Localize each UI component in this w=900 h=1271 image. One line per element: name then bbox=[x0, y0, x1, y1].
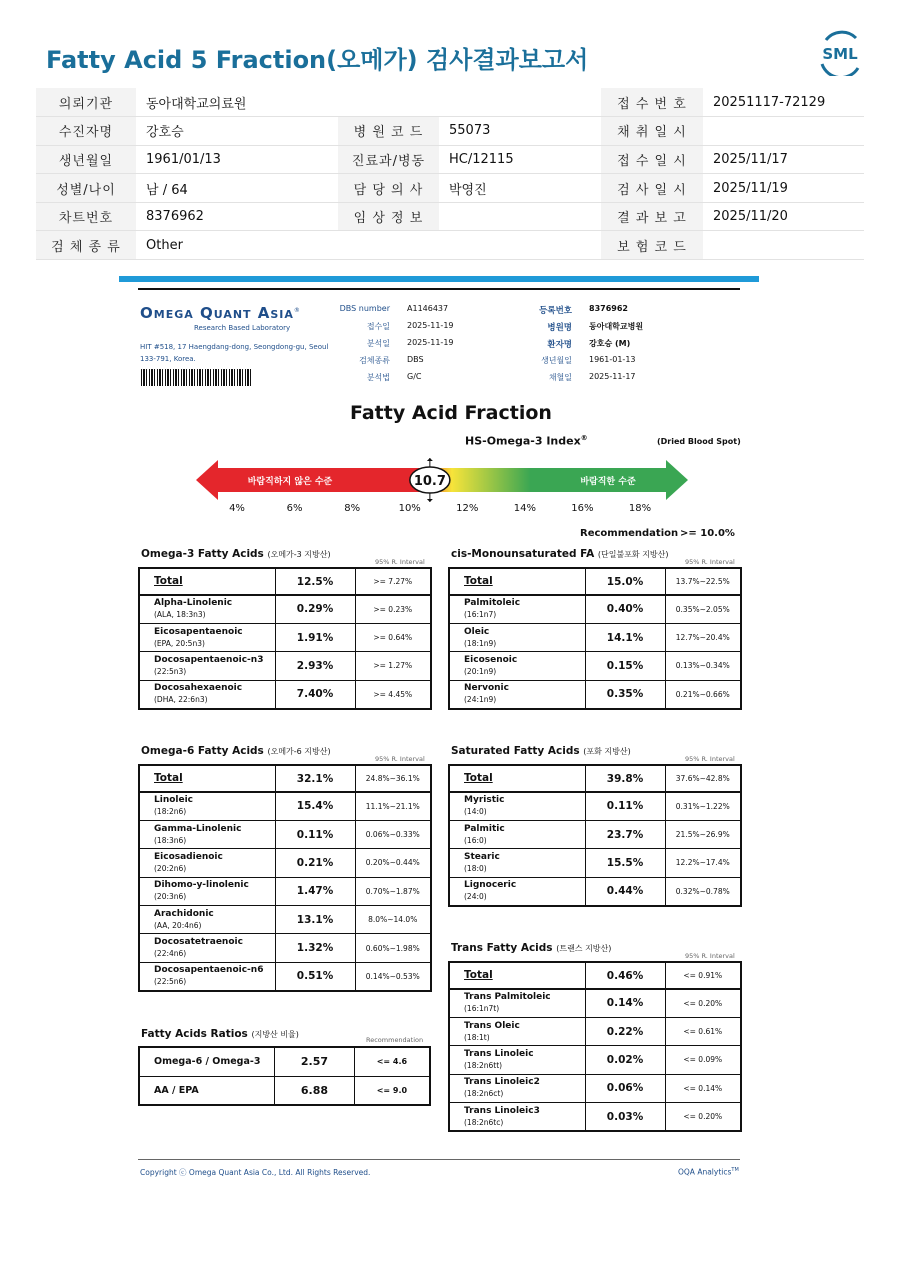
info-value bbox=[439, 88, 601, 117]
fatty-acid-row bbox=[449, 680, 741, 708]
fatty-acid-notation: (18:2n6ct) bbox=[464, 1089, 504, 1099]
fatty-acid-reference: 12.7%~20.4% bbox=[665, 623, 741, 651]
fatty-acid-percent: 15.5% bbox=[585, 849, 665, 877]
info-value: 강호승 bbox=[136, 117, 338, 146]
fatty-acid-percent: 0.35% bbox=[585, 680, 665, 708]
info-value: Other bbox=[136, 231, 338, 260]
omega3-title: Omega-3 Fatty Acids (오메가-3 지방산) bbox=[141, 548, 331, 560]
ratios-title: Fatty Acids Ratios (지방산 비율) bbox=[141, 1028, 299, 1040]
total-percent: 12.5% bbox=[275, 568, 355, 595]
meta-value: DBS bbox=[407, 355, 424, 364]
info-label: 수진자명 bbox=[36, 117, 136, 146]
fatty-acid-row bbox=[449, 652, 741, 680]
info-value: 8376962 bbox=[136, 202, 338, 231]
fatty-acid-name bbox=[139, 820, 275, 848]
total-row bbox=[139, 765, 431, 792]
omega3-index-gauge bbox=[196, 458, 690, 502]
saturated-title: Saturated Fatty Acids (포화 지방산) bbox=[451, 745, 631, 757]
total-row bbox=[139, 568, 431, 595]
fatty-acid-reference: >= 0.64% bbox=[355, 623, 431, 651]
fatty-acid-notation: (18:2n6) bbox=[154, 807, 187, 817]
fatty-acid-percent: 2.93% bbox=[275, 652, 355, 680]
ri-label: 95% R. Interval bbox=[375, 755, 425, 763]
fatty-acid-row bbox=[449, 820, 741, 848]
fatty-acid-name bbox=[139, 849, 275, 877]
meta-label: 채혈일 bbox=[548, 373, 572, 382]
info-value: 2025/11/17 bbox=[703, 145, 864, 174]
fatty-acid-notation: (22:5n3) bbox=[154, 666, 187, 676]
fatty-acid-reference: 8.0%~14.0% bbox=[355, 906, 431, 934]
info-label: 차트번호 bbox=[36, 202, 136, 231]
info-label: 성별/나이 bbox=[36, 174, 136, 203]
info-value: 동아대학교의료원 bbox=[136, 88, 338, 117]
info-value bbox=[439, 231, 601, 260]
fatty-acid-name bbox=[139, 934, 275, 962]
fatty-acid-reference: 0.21%~0.66% bbox=[665, 680, 741, 708]
fatty-acid-label: Trans Linoleic3 bbox=[464, 1105, 540, 1116]
meta-label: 생년월일 bbox=[541, 356, 572, 365]
ri-label: 95% R. Interval bbox=[685, 558, 735, 566]
fatty-acid-reference: 0.14%~0.53% bbox=[355, 962, 431, 990]
fatty-acid-row bbox=[449, 1017, 741, 1045]
ratio-name: Omega-6 / Omega-3 bbox=[139, 1047, 275, 1076]
total-percent: 32.1% bbox=[275, 765, 355, 792]
fatty-acid-percent: 1.32% bbox=[275, 934, 355, 962]
fatty-acid-notation: (20:3n6) bbox=[154, 892, 187, 902]
info-value bbox=[439, 202, 601, 231]
fatty-acid-notation: (18:1t) bbox=[464, 1032, 490, 1042]
fatty-acid-reference: 0.60%~1.98% bbox=[355, 934, 431, 962]
lab-address: HIT #518, 17 Haengdang-dong, Seongdong-gu, Seoul 133-791, Korea. bbox=[140, 343, 329, 363]
fatty-acid-row bbox=[449, 1074, 741, 1102]
fatty-acid-label: Palmitic bbox=[464, 823, 505, 834]
info-label: 진료과/병동 bbox=[338, 145, 439, 174]
fatty-acid-label: Nervonic bbox=[464, 683, 509, 694]
fatty-acid-percent: 0.14% bbox=[585, 989, 665, 1017]
fatty-acid-percent: 0.40% bbox=[585, 595, 665, 623]
ri-label: 95% R. Interval bbox=[685, 952, 735, 960]
fatty-acid-label: Linoleic bbox=[154, 795, 194, 806]
fatty-acid-notation: (16:0) bbox=[464, 835, 487, 845]
fatty-acid-row bbox=[449, 877, 741, 905]
meta-label: 등록번호 bbox=[539, 306, 572, 316]
fatty-acid-percent: 0.15% bbox=[585, 652, 665, 680]
fatty-acid-reference: <= 0.20% bbox=[665, 1103, 741, 1131]
svg-text:10.7: 10.7 bbox=[413, 474, 446, 489]
fatty-acid-percent: 0.21% bbox=[275, 849, 355, 877]
fatty-acid-name bbox=[449, 989, 585, 1017]
fatty-acid-percent: 0.11% bbox=[275, 820, 355, 848]
fatty-acid-row bbox=[449, 623, 741, 651]
fatty-acid-row bbox=[139, 962, 431, 990]
fatty-acid-label: Docosatetraenoic bbox=[154, 937, 243, 948]
fatty-acid-notation: (16:1n7) bbox=[464, 610, 497, 620]
trans-table bbox=[448, 961, 742, 1132]
info-label: 접 수 일 시 bbox=[601, 145, 703, 174]
fatty-acid-label: Oleic bbox=[464, 626, 490, 637]
fatty-acid-name bbox=[139, 680, 275, 708]
fatty-acid-notation: (18:2n6tt) bbox=[464, 1060, 503, 1070]
recommendation-label: Recommendation bbox=[580, 528, 679, 539]
fatty-acid-reference: 0.06%~0.33% bbox=[355, 820, 431, 848]
barcode bbox=[141, 369, 253, 386]
fatty-acid-row bbox=[449, 1103, 741, 1131]
fatty-acid-name bbox=[449, 680, 585, 708]
scale-tick-label: 6% bbox=[286, 503, 303, 514]
fatty-acid-name bbox=[449, 820, 585, 848]
fatty-acid-name bbox=[139, 623, 275, 651]
fatty-acid-notation: (24:0) bbox=[464, 892, 487, 902]
meta-value: 2025-11-17 bbox=[589, 372, 636, 381]
fatty-acid-reference: >= 0.23% bbox=[355, 595, 431, 623]
fatty-acid-row bbox=[139, 934, 431, 962]
fatty-acid-notation: (18:3n6) bbox=[154, 835, 187, 845]
index-title: HS-Omega-3 Index® bbox=[465, 434, 588, 448]
fatty-acid-reference: 0.35%~2.05% bbox=[665, 595, 741, 623]
meta-label: 환자명 bbox=[547, 340, 572, 350]
scale-tick-label: 14% bbox=[513, 503, 536, 514]
meta-value: A1146437 bbox=[407, 304, 449, 313]
fatty-acid-percent: 15.4% bbox=[275, 792, 355, 820]
sml-logo bbox=[816, 30, 864, 76]
fatty-acid-reference: <= 0.14% bbox=[665, 1074, 741, 1102]
fatty-acid-percent: 0.22% bbox=[585, 1017, 665, 1045]
fatty-acid-label: Trans Linoleic2 bbox=[464, 1077, 540, 1088]
fatty-acid-reference: 21.5%~26.9% bbox=[665, 820, 741, 848]
total-label: Total bbox=[139, 568, 275, 595]
fatty-acid-name bbox=[449, 623, 585, 651]
fatty-acid-notation: (18:0) bbox=[464, 863, 487, 873]
fatty-acid-notation: (DHA, 22:6n3) bbox=[154, 695, 208, 705]
fatty-acid-name bbox=[449, 652, 585, 680]
fatty-acid-name bbox=[449, 792, 585, 820]
fatty-acid-percent: 0.29% bbox=[275, 595, 355, 623]
dbs-note: (Dried Blood Spot) bbox=[657, 437, 741, 446]
fatty-acid-row bbox=[139, 680, 431, 708]
info-label: 접 수 번 호 bbox=[601, 88, 703, 117]
info-label: 결 과 보 고 bbox=[601, 202, 703, 231]
meta-value: 동아대학교병원 bbox=[589, 322, 644, 331]
total-reference: 24.8%~36.1% bbox=[355, 765, 431, 792]
info-value: 2025/11/19 bbox=[703, 174, 864, 203]
fatty-acid-row bbox=[449, 1046, 741, 1074]
info-row bbox=[36, 117, 864, 146]
fatty-acid-percent: 0.06% bbox=[585, 1074, 665, 1102]
fatty-acid-reference: <= 0.61% bbox=[665, 1017, 741, 1045]
fatty-acid-percent: 0.51% bbox=[275, 962, 355, 990]
info-label: 담 당 의 사 bbox=[338, 174, 439, 203]
fatty-acid-notation: (20:1n9) bbox=[464, 666, 497, 676]
info-label bbox=[338, 231, 439, 260]
fatty-acid-row bbox=[139, 820, 431, 848]
saturated-table bbox=[448, 764, 742, 907]
fatty-acid-name bbox=[139, 906, 275, 934]
fatty-acid-row bbox=[139, 595, 431, 623]
meta-value: 2025-11-19 bbox=[407, 338, 454, 347]
fatty-acid-name bbox=[139, 792, 275, 820]
info-label: 생년월일 bbox=[36, 145, 136, 174]
scale-tick-label: 8% bbox=[344, 503, 361, 514]
fatty-acid-row bbox=[139, 849, 431, 877]
info-row bbox=[36, 231, 864, 260]
lab-name: Omega Quant Asia® bbox=[140, 304, 301, 322]
fatty-acid-row bbox=[449, 792, 741, 820]
fatty-acid-label: Eicosapentaenoic bbox=[154, 626, 243, 637]
copyright: Copyright ⓒ Omega Quant Asia Co., Ltd. All Rights Reserved. bbox=[140, 1168, 371, 1177]
fatty-acid-label: Docosahexaenoic bbox=[154, 683, 243, 694]
bad-level-label: 바람직하지 않은 수준 bbox=[247, 477, 333, 487]
info-value: 1961/01/13 bbox=[136, 145, 338, 174]
info-row bbox=[36, 174, 864, 203]
ri-label: 95% R. Interval bbox=[375, 558, 425, 566]
fatty-acid-row bbox=[139, 792, 431, 820]
good-level-label: 바람직한 수준 bbox=[580, 477, 636, 487]
info-value: 박영진 bbox=[439, 174, 601, 203]
fatty-acid-row bbox=[139, 652, 431, 680]
fatty-acid-reference: 0.20%~0.44% bbox=[355, 849, 431, 877]
scale-tick-label: 16% bbox=[571, 503, 594, 514]
total-reference: <= 0.91% bbox=[665, 962, 741, 989]
fatty-acid-label: Eicosadienoic bbox=[154, 851, 223, 862]
section-divider bbox=[119, 276, 759, 282]
trans-title: Trans Fatty Acids (트랜스 지방산) bbox=[451, 942, 612, 954]
info-label: 병 원 코 드 bbox=[338, 117, 439, 146]
total-percent: 39.8% bbox=[585, 765, 665, 792]
fatty-acid-notation: (AA, 20:4n6) bbox=[154, 920, 202, 930]
total-reference: 37.6%~42.8% bbox=[665, 765, 741, 792]
info-row bbox=[36, 202, 864, 231]
fatty-acid-label: Trans Oleic bbox=[464, 1020, 520, 1031]
total-label: Total bbox=[449, 765, 585, 792]
meta-value: 1961-01-13 bbox=[589, 355, 636, 364]
fatty-acid-label: Alpha-Linolenic bbox=[154, 598, 233, 609]
meta-label: 검체종류 bbox=[359, 356, 390, 365]
scale-tick-label: 18% bbox=[628, 503, 652, 514]
fatty-acid-label: Trans Palmitoleic bbox=[464, 992, 551, 1003]
fatty-acid-name bbox=[139, 595, 275, 623]
index-marker bbox=[410, 458, 450, 502]
fatty-acid-row bbox=[449, 849, 741, 877]
report-title: Fatty Acid 5 Fraction(오메가) 검사결과보고서 bbox=[46, 46, 589, 74]
recommendation-value: >= 10.0% bbox=[680, 528, 735, 539]
patient-info-table bbox=[36, 88, 864, 260]
meta-label: 분석일 bbox=[366, 339, 390, 348]
scale-tick-label: 12% bbox=[456, 503, 479, 514]
ratio-value: 6.88 bbox=[275, 1076, 355, 1105]
fatty-acid-name bbox=[449, 1046, 585, 1074]
info-row bbox=[36, 145, 864, 174]
fatty-acid-percent: 1.47% bbox=[275, 877, 355, 905]
info-value: 2025/11/20 bbox=[703, 202, 864, 231]
fatty-acid-notation: (ALA, 18:3n3) bbox=[154, 610, 206, 620]
total-reference: >= 7.27% bbox=[355, 568, 431, 595]
total-row bbox=[449, 568, 741, 595]
cis_mufa-table bbox=[448, 567, 742, 710]
fatty-acid-label: Docosapentaenoic-n6 bbox=[154, 965, 264, 976]
scale-tick-label: 10% bbox=[398, 503, 421, 514]
ratio-row bbox=[139, 1076, 430, 1105]
info-value: 55073 bbox=[439, 117, 601, 146]
footer-rule bbox=[138, 1159, 740, 1160]
info-value: 남 / 64 bbox=[136, 174, 338, 203]
fatty-acid-name bbox=[449, 1074, 585, 1102]
info-value bbox=[703, 117, 864, 146]
fatty-acid-percent: 0.11% bbox=[585, 792, 665, 820]
fatty-acid-percent: 1.91% bbox=[275, 623, 355, 651]
info-label: 임 상 정 보 bbox=[338, 202, 439, 231]
fatty-acid-percent: 7.40% bbox=[275, 680, 355, 708]
fatty-acid-label: Dihomo-y-linolenic bbox=[154, 880, 249, 891]
scale-tick-label: 4% bbox=[229, 503, 245, 514]
info-label: 채 취 일 시 bbox=[601, 117, 703, 146]
fatty-acid-percent: 23.7% bbox=[585, 820, 665, 848]
info-label bbox=[338, 88, 439, 117]
info-value: 20251117-72129 bbox=[703, 88, 864, 117]
fatty-acid-notation: (14:0) bbox=[464, 807, 487, 817]
ratio-row bbox=[139, 1047, 430, 1076]
fatty-acid-reference: 12.2%~17.4% bbox=[665, 849, 741, 877]
fatty-acid-label: Stearic bbox=[464, 851, 500, 862]
fatty-acid-reference: 0.31%~1.22% bbox=[665, 792, 741, 820]
fatty-acid-notation: (20:2n6) bbox=[154, 863, 187, 873]
info-label: 검 체 종 류 bbox=[36, 231, 136, 260]
lab-subtitle: Research Based Laboratory bbox=[194, 324, 291, 332]
fatty-acid-name bbox=[449, 849, 585, 877]
omega6-title: Omega-6 Fatty Acids (오메가-6 지방산) bbox=[141, 745, 331, 757]
meta-label: 접수일 bbox=[366, 322, 390, 331]
fatty-acid-name bbox=[449, 877, 585, 905]
meta-value: 강호승 (M) bbox=[589, 339, 631, 348]
fatty-acid-label: Lignoceric bbox=[464, 880, 517, 891]
meta-value: 8376962 bbox=[589, 304, 628, 313]
svg-text:SML: SML bbox=[822, 45, 858, 63]
fatty-acid-reference: <= 0.20% bbox=[665, 989, 741, 1017]
ratios-table bbox=[138, 1046, 431, 1106]
fatty-acid-label: Palmitoleic bbox=[464, 598, 521, 609]
fatty-acid-row bbox=[139, 623, 431, 651]
omega3-table bbox=[138, 567, 432, 710]
fatty-acid-reference: <= 0.09% bbox=[665, 1046, 741, 1074]
meta-label: 분석법 bbox=[366, 373, 390, 382]
fatty-acid-percent: 0.44% bbox=[585, 877, 665, 905]
info-value: HC/12115 bbox=[439, 145, 601, 174]
ratio-value: 2.57 bbox=[275, 1047, 355, 1076]
meta-value: G/C bbox=[407, 372, 422, 381]
info-label: 의뢰기관 bbox=[36, 88, 136, 117]
fatty-acid-name bbox=[139, 962, 275, 990]
oqa-analytics: OQA Analytics™ bbox=[678, 1167, 739, 1177]
fatty-acid-label: Docosapentaenoic-n3 bbox=[154, 654, 264, 665]
fatty-acid-row bbox=[139, 877, 431, 905]
fatty-acid-reference: 0.13%~0.34% bbox=[665, 652, 741, 680]
fatty-acid-name bbox=[449, 595, 585, 623]
info-value bbox=[703, 231, 864, 260]
fatty-acid-percent: 0.03% bbox=[585, 1103, 665, 1131]
meta-label: 병원명 bbox=[547, 323, 572, 333]
cis_mufa-title: cis-Monounsaturated FA (단일불포화 지방산) bbox=[451, 548, 669, 560]
ri-label: 95% R. Interval bbox=[685, 755, 735, 763]
fatty-acid-percent: 0.02% bbox=[585, 1046, 665, 1074]
fatty-acid-name bbox=[139, 652, 275, 680]
total-percent: 15.0% bbox=[585, 568, 665, 595]
fatty-acid-row bbox=[139, 906, 431, 934]
fatty-acid-row bbox=[449, 989, 741, 1017]
total-percent: 0.46% bbox=[585, 962, 665, 989]
fatty-acid-label: Myristic bbox=[464, 795, 505, 806]
info-label: 검 사 일 시 bbox=[601, 174, 703, 203]
fatty-acid-notation: (18:1n9) bbox=[464, 638, 497, 648]
fatty-acid-reference: 11.1%~21.1% bbox=[355, 792, 431, 820]
total-label: Total bbox=[449, 568, 585, 595]
fatty-acid-reference: 0.32%~0.78% bbox=[665, 877, 741, 905]
total-reference: 13.7%~22.5% bbox=[665, 568, 741, 595]
fatty-acid-reference: >= 1.27% bbox=[355, 652, 431, 680]
fatty-acid-label: Trans Linoleic bbox=[464, 1048, 534, 1059]
fatty-acid-percent: 13.1% bbox=[275, 906, 355, 934]
fatty-acid-label: Arachidonic bbox=[154, 908, 214, 919]
omega6-table bbox=[138, 764, 432, 992]
report-top-rule bbox=[138, 288, 740, 290]
total-row bbox=[449, 962, 741, 989]
meta-value: 2025-11-19 bbox=[407, 321, 454, 330]
total-label: Total bbox=[449, 962, 585, 989]
fatty-acid-label: Eicosenoic bbox=[464, 654, 518, 665]
ratio-recommendation: <= 9.0 bbox=[354, 1076, 430, 1105]
fatty-acid-percent: 14.1% bbox=[585, 623, 665, 651]
fatty-acid-label: Gamma-Linolenic bbox=[154, 823, 242, 834]
fatty-acid-name bbox=[449, 1103, 585, 1131]
meta-label: DBS number bbox=[339, 304, 390, 313]
fatty-acid-notation: (18:2n6tc) bbox=[464, 1117, 504, 1127]
fatty-acid-notation: (EPA, 20:5n3) bbox=[154, 638, 205, 648]
fatty-acid-name bbox=[449, 1017, 585, 1045]
fatty-acid-row bbox=[449, 595, 741, 623]
fatty-acid-notation: (16:1n7t) bbox=[464, 1004, 500, 1014]
total-label: Total bbox=[139, 765, 275, 792]
fatty-acid-notation: (22:5n6) bbox=[154, 977, 187, 987]
fatty-acid-reference: 0.70%~1.87% bbox=[355, 877, 431, 905]
fatty-acid-reference: >= 4.45% bbox=[355, 680, 431, 708]
info-label: 보 험 코 드 bbox=[601, 231, 703, 260]
ratio-recommendation: <= 4.6 bbox=[354, 1047, 430, 1076]
fatty-acid-notation: (22:4n6) bbox=[154, 949, 187, 959]
fatty-acid-name bbox=[139, 877, 275, 905]
total-row bbox=[449, 765, 741, 792]
info-row bbox=[36, 88, 864, 117]
fraction-title: Fatty Acid Fraction bbox=[350, 402, 552, 424]
ratios-recommendation-label: Recommendation bbox=[366, 1036, 424, 1044]
ratio-name: AA / EPA bbox=[139, 1076, 275, 1105]
fatty-acid-notation: (24:1n9) bbox=[464, 695, 497, 705]
